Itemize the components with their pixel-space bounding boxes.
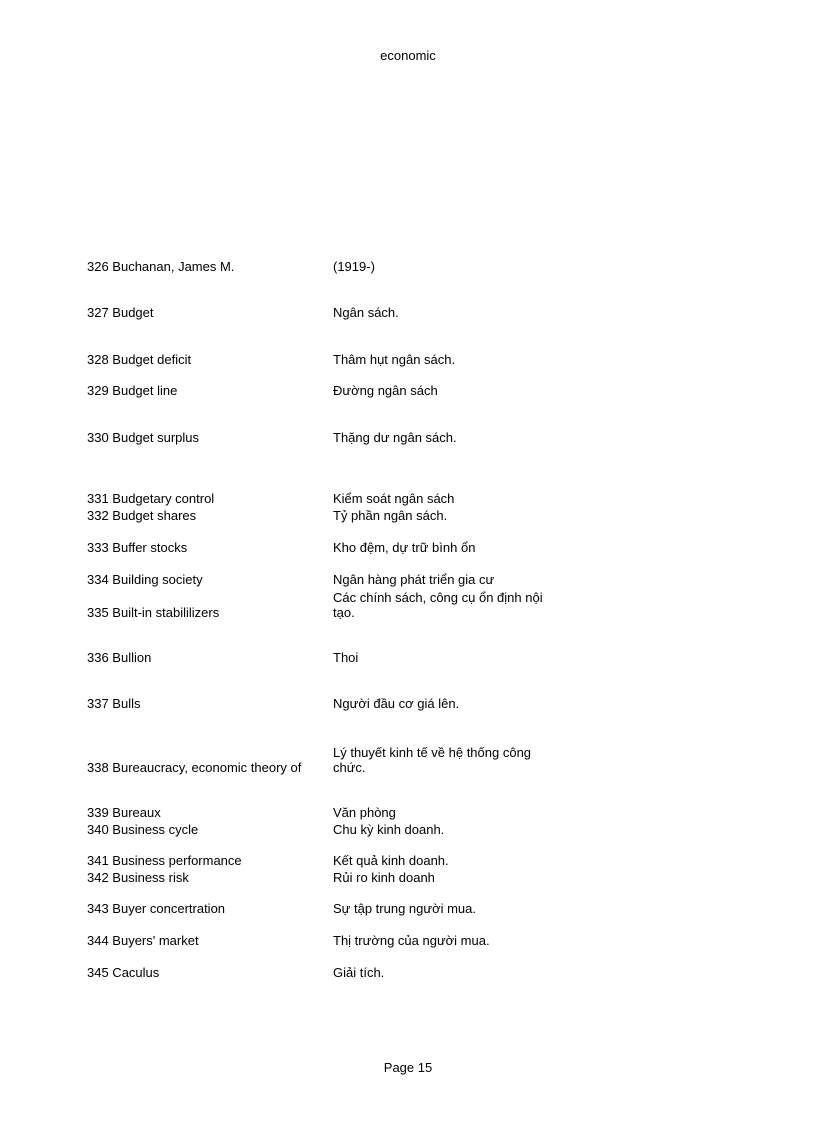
entry-definition: Thâm hụt ngân sách. <box>333 352 456 367</box>
entry-row <box>87 743 567 775</box>
entry-definition: Thặng dư ngân sách. <box>333 430 457 445</box>
entry-row <box>87 933 567 948</box>
entry-term: 334 Building society <box>87 572 203 587</box>
entry-term: 332 Budget shares <box>87 508 197 523</box>
page-number: Page 15 <box>383 1060 433 1075</box>
entry-term: 331 Budgetary control <box>87 491 215 506</box>
entry-row <box>87 383 567 398</box>
entry-term: 337 Bulls <box>87 696 141 711</box>
entry-term: 326 Buchanan, James M. <box>87 259 235 274</box>
entry-row <box>87 572 567 587</box>
page-header-title: economic <box>380 48 436 63</box>
entry-row <box>87 491 567 506</box>
entry-term: 333 Buffer stocks <box>87 540 188 555</box>
entry-row <box>87 650 567 665</box>
entry-row <box>87 588 567 620</box>
entry-term: 345 Caculus <box>87 965 160 980</box>
entry-definition: Người đầu cơ giá lên. <box>333 696 460 711</box>
entry-definition: Chu kỳ kinh doanh. <box>333 822 445 837</box>
entry-term: 340 Business cycle <box>87 822 199 837</box>
entry-definition: Thoi <box>333 650 359 665</box>
entry-row <box>87 870 567 885</box>
entry-term: 328 Budget deficit <box>87 352 192 367</box>
entry-row <box>87 901 567 916</box>
entry-term: 330 Budget surplus <box>87 430 200 445</box>
entry-row <box>87 805 567 820</box>
entry-term: 335 Built-in stabililizers <box>87 605 220 620</box>
entry-definition: Kho đệm, dự trữ bình ổn <box>333 540 476 555</box>
entry-row <box>87 853 567 868</box>
entry-definition: Tỷ phần ngân sách. <box>333 508 448 523</box>
entry-row <box>87 508 567 523</box>
entry-definition: Thị trường của người mua. <box>333 933 490 948</box>
entry-row <box>87 822 567 837</box>
entry-definition: Giải tích. <box>333 965 385 980</box>
entry-row <box>87 352 567 367</box>
entry-definition: Kết quả kinh doanh. <box>333 853 449 868</box>
entry-term: 327 Budget <box>87 305 154 320</box>
entry-definition: (1919-) <box>333 259 375 274</box>
entry-definition: Ngân sách. <box>333 305 399 320</box>
entry-row <box>87 540 567 555</box>
entry-term: 338 Bureaucracy, economic theory of <box>87 760 302 775</box>
entry-row <box>87 965 567 980</box>
entry-row <box>87 259 567 274</box>
entry-definition: Rủi ro kinh doanh <box>333 870 435 885</box>
entry-term: 339 Bureaux <box>87 805 161 820</box>
entry-row <box>87 696 567 711</box>
entry-definition: Kiểm soát ngân sách <box>333 491 455 506</box>
entry-term: 336 Bullion <box>87 650 152 665</box>
entry-definition: Ngân hàng phát triển gia cư <box>333 572 495 587</box>
entry-term: 341 Business performance <box>87 853 242 868</box>
entry-row <box>87 430 567 445</box>
entry-term: 342 Business risk <box>87 870 189 885</box>
entry-definition: Đường ngân sách <box>333 383 438 398</box>
entry-term: 344 Buyers' market <box>87 933 199 948</box>
entry-term: 329 Budget line <box>87 383 178 398</box>
entry-term: 343 Buyer concertration <box>87 901 226 916</box>
entry-definition: Sự tập trung người mua. <box>333 901 476 916</box>
entry-definition: Lý thuyết kinh tế về hệ thống công chức. <box>333 745 532 775</box>
entry-definition: Văn phòng <box>333 805 396 820</box>
entry-row <box>87 305 567 320</box>
entry-definition: Các chính sách, công cụ ổn định nội tạo. <box>333 590 543 620</box>
